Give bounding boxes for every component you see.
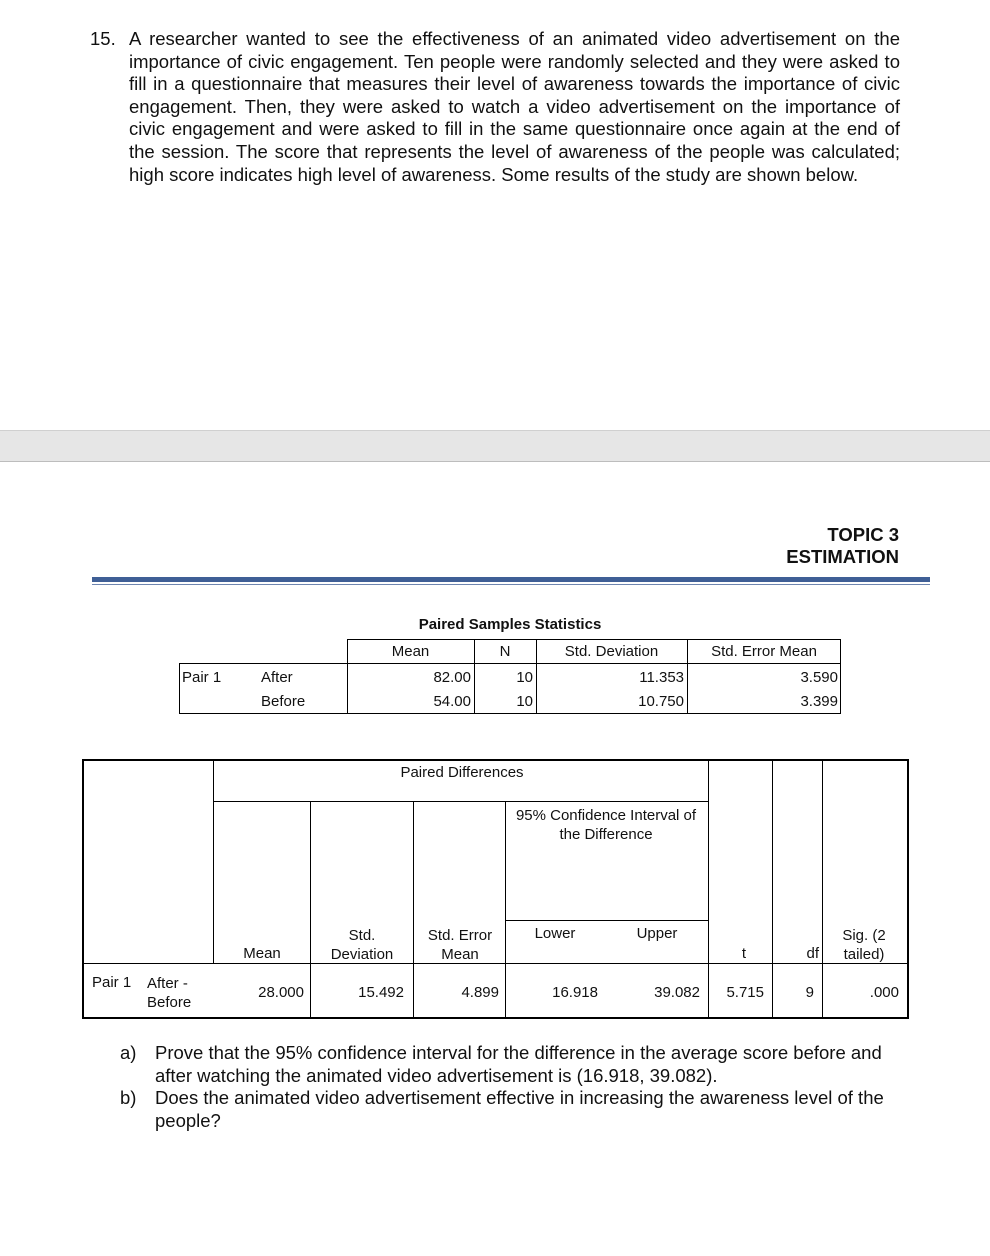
diff-upper: 39.082 [654,984,700,1001]
cell-se: 3.399 [800,693,838,710]
cell-mean: 54.00 [433,693,471,710]
cell-mean: 82.00 [433,669,471,686]
pair-label: Pair 1 [182,669,222,686]
col-upper: Upper [636,925,678,942]
diff-border-right [907,759,909,1019]
diff-divider [310,801,311,1019]
diff-row-label: After - Before [147,975,192,1011]
diff-divider [213,759,214,964]
cell-se: 3.590 [800,669,838,686]
topic-label: TOPIC 3 [827,524,899,545]
diff-border-top [82,759,909,761]
sub-question-text: Does the animated video advertisement effective in increasing the awareness level of the people? [155,1087,884,1131]
col-mean: Mean [391,643,430,660]
diff-se: 4.899 [461,984,499,1001]
col-se: Std. Error Mean [711,643,817,660]
col-df: df [806,945,819,962]
paired-diff-header: Paired Differences [400,764,524,781]
paired-differences-table [82,759,909,1019]
cell-sd: 11.353 [639,669,684,686]
ci-header: 95% Confidence Interval of the Difference [515,807,697,843]
question-15 [90,28,900,186]
paired-stats-table [179,639,841,714]
page-header [786,524,899,568]
paired-stats-title: Paired Samples Statistics [418,616,602,633]
col-diff-mean: Mean [243,945,281,962]
cell-n: 10 [516,669,533,686]
stats-divider [347,663,348,713]
col-diff-sd: Std. Deviation [330,927,394,963]
diff-divider [505,801,506,1019]
row-label: Before [261,693,306,710]
diff-pair-label: Pair 1 [92,974,132,991]
col-sig: Sig. (2 tailed) [842,927,886,963]
diff-divider [772,759,773,1019]
header-rule-thin [92,584,930,585]
col-sd: Std. Deviation [564,643,659,660]
diff-df: 9 [805,984,814,1001]
sub-question-a [120,1042,910,1087]
col-n: N [499,643,511,660]
topic-title: ESTIMATION [786,546,899,567]
sub-question-b [120,1087,910,1132]
question-number: 15. [90,28,116,49]
page-break [0,430,990,463]
diff-mean: 28.000 [258,984,304,1001]
sub-question-text: Prove that the 95% confidence interval for the difference in the average score before and after watching the animated video advertisement is (16.918, 39.082). [155,1042,882,1086]
sub-question-label: a) [120,1042,137,1063]
sub-question-label: b) [120,1087,137,1109]
col-t: t [741,945,746,962]
diff-border-bottom [82,1017,909,1019]
cell-sd: 10.750 [638,693,684,710]
col-diff-se: Std. Error Mean [427,927,493,963]
cell-n: 10 [516,693,533,710]
diff-divider [708,759,709,1019]
question-text: A researcher wanted to see the effectiveness of an animated video advertisement on the importance of civic engagement. Ten people were randomly selected and they were asked to fill in a questionnaire that measures their level of awareness towards the importance of civic engagement. Then, they were asked to watch a video advertisement on the importance of civic engagement and were asked to fill in the same questionnaire once again at the end of the session. The score that represents the level of awareness of the people was calculated; high score indicates high level of awareness. Some results of the study are shown below. [129,28,900,185]
diff-lower: 16.918 [552,984,598,1001]
sub-questions [120,1042,910,1132]
diff-divider [822,759,823,1019]
diff-divider [505,920,708,921]
diff-sig: .000 [869,984,899,1001]
diff-sd: 15.492 [358,984,404,1001]
diff-divider [413,801,414,1019]
diff-divider [213,801,708,802]
col-lower: Lower [534,925,576,942]
row-label: After [261,669,293,686]
diff-border-left [82,759,84,1019]
header-rule [92,577,930,582]
diff-t: 5.715 [726,984,764,1001]
